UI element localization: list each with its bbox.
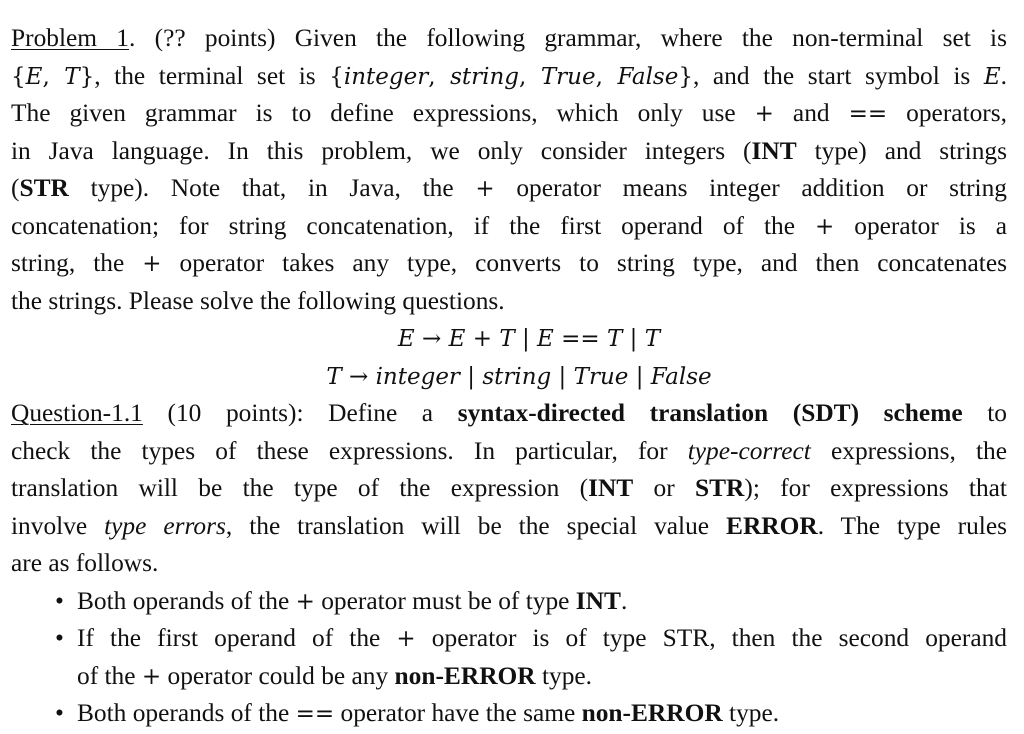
bullet-dot: • bbox=[55, 586, 64, 615]
bullet-dot: • bbox=[55, 699, 64, 727]
problem-points: (?? points) bbox=[154, 24, 276, 52]
problem-line-8: the strings. Please solve the following questions. bbox=[11, 286, 505, 315]
question-line-1: Question-1.1 (10 points): Define a syntax-directed translation (SDT) scheme to bbox=[11, 399, 1007, 427]
question-label: Question-1.1 bbox=[11, 399, 143, 427]
question-line-5: are as follows. bbox=[11, 549, 159, 577]
problem-line-5: (STR type). Note that, in Java, the + operator means integer addition or string bbox=[11, 174, 1007, 202]
rule-bullet-3: • Both operands of the == operator have the same non-ERROR type. bbox=[11, 695, 1007, 733]
problem-label: Problem 1 bbox=[11, 24, 130, 52]
problem-line-3: The given grammar is to define expressions, which only use + and == operators, bbox=[11, 99, 1007, 127]
rule-bullet-2-continued: of the + operator could be any non-ERROR type. bbox=[77, 661, 593, 690]
problem-line-1: Problem 1. (?? points) Given the following grammar, where the non-terminal set is bbox=[11, 24, 1007, 52]
question-line-3: translation will be the type of the expression (INT or STR); for expressions that bbox=[11, 474, 1007, 502]
question-line-4: involve type errors, the translation will be the special value ERROR. The type rules bbox=[11, 511, 1007, 540]
bullet-dot: • bbox=[55, 624, 64, 652]
problem-line-2: {E, T}, the terminal set is {integer, string, True, False}, and the start symbol is E. bbox=[11, 61, 1007, 90]
problem-line-6: concatenation; for string concatenation, if the first operand of the + operator is a bbox=[11, 211, 1007, 240]
grammar-production-e: E → E + T | E == T | T bbox=[397, 326, 661, 352]
question-line-2: check the types of these expressions. In particular, for type-correct expressions, the bbox=[11, 436, 1007, 465]
rule-bullet-1: • Both operands of the + operator must be of type INT. bbox=[11, 583, 1007, 621]
problem-line-4: in Java language. In this problem, we only consider integers (INT type) and strings bbox=[11, 136, 1007, 165]
document-page bbox=[11, 20, 1007, 733]
rule-bullet-2: • If the first operand of the + operator is of type STR, then the second operand bbox=[11, 620, 1007, 658]
problem-line-7: string, the + operator takes any type, converts to string type, and then concatenates bbox=[11, 249, 1007, 277]
grammar-production-t: T → integer | string | True | False bbox=[326, 363, 712, 390]
question-points: (10 points): bbox=[167, 399, 304, 427]
